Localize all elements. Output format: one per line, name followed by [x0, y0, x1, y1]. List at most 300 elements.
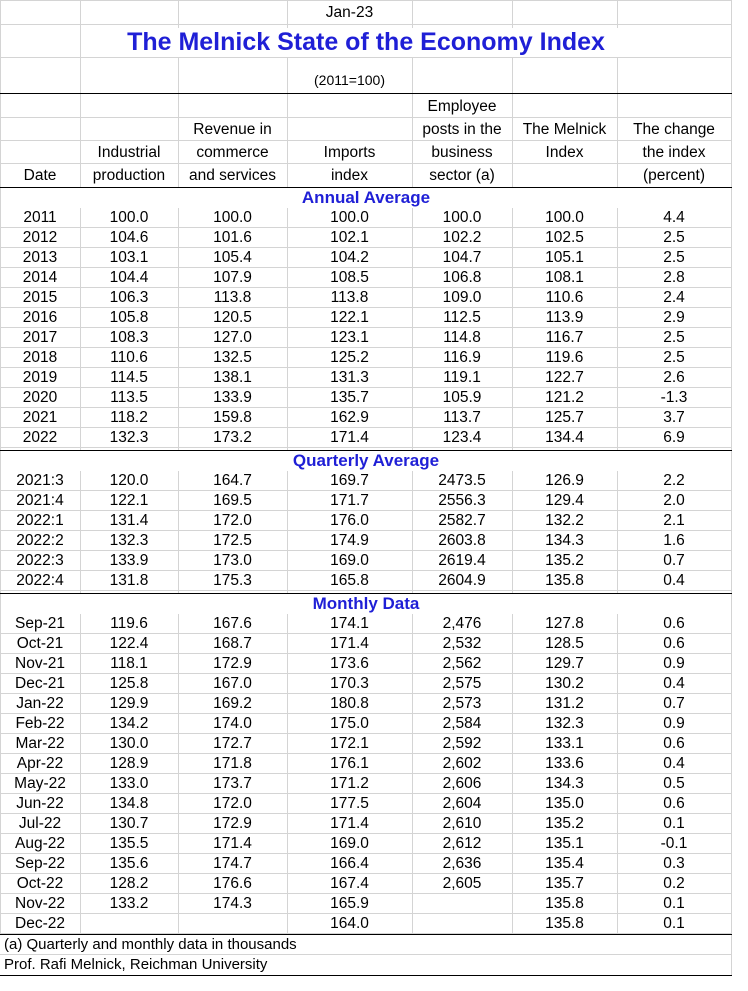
- table-cell: 164.7: [213, 472, 252, 489]
- row-date: Apr-22: [16, 755, 64, 772]
- table-cell: 110.6: [545, 289, 584, 306]
- table-cell: 127.0: [213, 329, 252, 346]
- table-cell: 100.0: [330, 209, 369, 226]
- column-header-text: production: [92, 167, 166, 184]
- table-cell: 135.8: [545, 572, 584, 589]
- table-cell: -1.3: [660, 389, 688, 406]
- row-date: 2021:4: [16, 492, 64, 509]
- row-date: 2018: [22, 349, 58, 366]
- row-date: 2022:4: [16, 572, 64, 589]
- table-cell: 167.4: [330, 875, 369, 892]
- table-cell: 101.6: [213, 229, 252, 246]
- row-date: 2021: [22, 409, 58, 426]
- table-cell: 135.8: [545, 915, 584, 932]
- row-date: 2022:1: [16, 512, 64, 529]
- table-cell: 175.0: [330, 715, 369, 732]
- table-cell: 135.7: [330, 389, 369, 406]
- table-cell: 171.4: [330, 815, 369, 832]
- table-row: [0, 914, 732, 934]
- section-rule: [0, 975, 732, 976]
- row-date: Sep-22: [15, 855, 65, 872]
- table-row: [0, 714, 732, 734]
- table-cell: 2,604: [442, 795, 482, 812]
- author-credit: Prof. Rafi Melnick, Reichman University: [4, 956, 268, 973]
- table-cell: 0.6: [663, 635, 685, 652]
- table-cell: 172.9: [213, 815, 252, 832]
- table-cell: 114.8: [443, 329, 481, 346]
- table-cell: 2473.5: [438, 472, 486, 489]
- footnote: (a) Quarterly and monthly data in thousands: [4, 936, 297, 953]
- table-cell: 2,610: [442, 815, 482, 832]
- table-cell: 126.9: [545, 472, 584, 489]
- table-cell: 133.9: [109, 552, 149, 569]
- row-date: 2014: [22, 269, 58, 286]
- column-header-text: sector (a): [429, 167, 495, 184]
- table-cell: -0.1: [660, 835, 688, 852]
- table-cell: 169.5: [213, 492, 252, 509]
- table-cell: 171.8: [213, 755, 252, 772]
- table-row: [0, 228, 732, 248]
- table-cell: 130.2: [545, 675, 584, 692]
- table-cell: 164.0: [330, 915, 369, 932]
- table-cell: 6.9: [663, 429, 685, 446]
- table-cell: 113.9: [545, 309, 584, 326]
- table-cell: [412, 894, 512, 914]
- table-cell: 119.6: [110, 615, 148, 632]
- table-cell: 174.9: [330, 532, 369, 549]
- row-date: Jun-22: [16, 795, 64, 812]
- table-cell: 2,606: [442, 775, 482, 792]
- section-title-quarterly: Quarterly Average: [292, 451, 440, 470]
- table-cell: [412, 914, 512, 934]
- table-cell: 132.5: [213, 349, 252, 366]
- table-row: [0, 491, 732, 511]
- row-date: 2021:3: [16, 472, 64, 489]
- table-cell: 138.1: [213, 369, 252, 386]
- table-cell: 172.1: [330, 735, 369, 752]
- table-cell: 2,592: [442, 735, 482, 752]
- table-cell: 125.7: [545, 409, 584, 426]
- table-cell: 1.6: [663, 532, 685, 549]
- table-cell: 130.7: [109, 815, 149, 832]
- table-cell: 122.7: [545, 369, 584, 386]
- table-cell: 169.0: [330, 552, 369, 569]
- table-cell: 172.9: [213, 655, 252, 672]
- table-cell: 176.0: [330, 512, 369, 529]
- row-date: Nov-22: [15, 895, 65, 912]
- column-header-text: Index: [545, 144, 584, 161]
- table-cell: 2,476: [442, 615, 482, 632]
- table-cell: 2.5: [663, 249, 685, 266]
- column-header-text: index: [330, 167, 369, 184]
- table-cell: 0.2: [663, 875, 685, 892]
- table-row: [0, 268, 732, 288]
- table-cell: 129.4: [545, 492, 584, 509]
- row-date: Aug-22: [15, 835, 65, 852]
- table-cell: [178, 914, 287, 934]
- table-row: [0, 408, 732, 428]
- section-title-monthly: Monthly Data: [312, 594, 420, 613]
- table-cell: 2,573: [442, 695, 482, 712]
- table-cell: 100.0: [109, 209, 149, 226]
- column-header-text: (percent): [642, 167, 706, 184]
- table-cell: 131.2: [545, 695, 584, 712]
- table-cell: 167.0: [213, 675, 252, 692]
- table-cell: 121.2: [545, 389, 584, 406]
- column-header-text: Industrial: [97, 144, 161, 161]
- table-cell: 116.7: [545, 329, 584, 346]
- table-row: [0, 774, 732, 794]
- table-cell: 128.9: [109, 755, 149, 772]
- table-cell: 175.3: [213, 572, 252, 589]
- table-cell: 2,532: [442, 635, 482, 652]
- table-row: [0, 754, 732, 774]
- table-cell: 168.7: [213, 635, 252, 652]
- table-cell: 125.8: [109, 675, 149, 692]
- table-cell: 135.0: [545, 795, 584, 812]
- table-cell: 103.1: [109, 249, 149, 266]
- table-cell: 113.7: [443, 409, 481, 426]
- table-cell: 0.1: [663, 915, 685, 932]
- table-cell: 2.4: [663, 289, 685, 306]
- table-row: [0, 614, 732, 634]
- gridline: [0, 57, 732, 58]
- table-cell: 2.2: [663, 472, 685, 489]
- table-cell: 2619.4: [438, 552, 486, 569]
- table-cell: 2.9: [663, 309, 685, 326]
- table-cell: 172.5: [213, 532, 252, 549]
- table-cell: 167.6: [213, 615, 252, 632]
- table-cell: 162.9: [330, 409, 369, 426]
- table-cell: 105.8: [109, 309, 149, 326]
- table-cell: 0.5: [663, 775, 685, 792]
- table-cell: 108.5: [330, 269, 369, 286]
- table-cell: 165.8: [330, 572, 369, 589]
- table-cell: [80, 914, 178, 934]
- table-cell: 133.1: [545, 735, 584, 752]
- table-cell: 107.9: [213, 269, 252, 286]
- table-cell: 133.6: [545, 755, 584, 772]
- table-row: [0, 328, 732, 348]
- table-row: [0, 571, 732, 591]
- table-cell: 135.2: [545, 552, 584, 569]
- row-date: 2016: [22, 309, 58, 326]
- table-row: [0, 511, 732, 531]
- table-cell: 106.8: [442, 269, 482, 286]
- table-cell: 100.0: [213, 209, 252, 226]
- table-cell: 2604.9: [438, 572, 486, 589]
- table-cell: 134.3: [545, 532, 584, 549]
- table-cell: 159.8: [213, 409, 252, 426]
- row-date: 2013: [22, 249, 58, 266]
- table-cell: 110.6: [110, 349, 148, 366]
- table-cell: 127.8: [545, 615, 584, 632]
- table-cell: 118.1: [110, 655, 148, 672]
- table-cell: 2.1: [663, 512, 685, 529]
- column-header-text: Date: [23, 167, 57, 184]
- table-cell: 104.7: [442, 249, 482, 266]
- table-cell: 104.6: [109, 229, 149, 246]
- table-row: [0, 531, 732, 551]
- table-cell: 174.1: [330, 615, 369, 632]
- table-row: [0, 734, 732, 754]
- row-date: Jul-22: [18, 815, 62, 832]
- row-date: Oct-21: [16, 635, 64, 652]
- column-header-text: the index: [642, 144, 706, 161]
- table-row: [0, 634, 732, 654]
- table-row: [0, 674, 732, 694]
- table-cell: 102.2: [442, 229, 482, 246]
- table-row: [0, 694, 732, 714]
- table-cell: 0.7: [663, 695, 685, 712]
- table-row: [0, 551, 732, 571]
- table-cell: 4.4: [663, 209, 685, 226]
- table-cell: 133.0: [109, 775, 149, 792]
- table-cell: 0.6: [663, 795, 685, 812]
- table-cell: 172.0: [213, 795, 252, 812]
- column-header-text: posts in the: [422, 121, 502, 138]
- table-cell: 132.3: [109, 429, 149, 446]
- table-cell: 174.3: [213, 895, 252, 912]
- table-cell: 2.5: [663, 329, 685, 346]
- table-row: [0, 894, 732, 914]
- row-date: Mar-22: [15, 735, 65, 752]
- table-cell: 2,612: [442, 835, 482, 852]
- table-cell: 128.2: [109, 875, 149, 892]
- report-date: Jan-23: [325, 4, 374, 21]
- row-date: Oct-22: [16, 875, 64, 892]
- table-cell: 130.0: [109, 735, 149, 752]
- table-cell: 105.9: [442, 389, 482, 406]
- table-cell: 173.6: [330, 655, 369, 672]
- table-cell: 106.3: [109, 289, 149, 306]
- table-cell: 0.6: [663, 615, 685, 632]
- table-cell: 2,575: [442, 675, 482, 692]
- table-cell: 171.7: [330, 492, 369, 509]
- table-cell: 2,636: [442, 855, 482, 872]
- table-cell: 131.3: [330, 369, 369, 386]
- table-cell: 135.2: [545, 815, 584, 832]
- table-cell: 133.2: [109, 895, 149, 912]
- table-cell: 169.2: [213, 695, 252, 712]
- table-cell: 176.1: [330, 755, 369, 772]
- row-date: 2019: [22, 369, 58, 386]
- table-cell: 171.2: [330, 775, 369, 792]
- table-cell: 174.0: [213, 715, 252, 732]
- row-date: Jan-22: [16, 695, 64, 712]
- table-cell: 135.6: [109, 855, 149, 872]
- table-cell: 166.4: [330, 855, 369, 872]
- table-cell: 2.6: [663, 369, 685, 386]
- row-date: 2015: [22, 289, 58, 306]
- table-cell: 132.3: [109, 532, 149, 549]
- table-cell: 134.4: [545, 429, 584, 446]
- table-cell: 134.8: [109, 795, 149, 812]
- column-header-text: commerce: [196, 144, 269, 161]
- table-cell: 180.8: [330, 695, 369, 712]
- table-cell: 113.8: [213, 289, 252, 306]
- table-cell: 113.5: [110, 389, 148, 406]
- table-cell: 100.0: [545, 209, 584, 226]
- table-row: [0, 471, 732, 491]
- table-cell: 176.6: [213, 875, 252, 892]
- row-date: Feb-22: [15, 715, 65, 732]
- table-cell: 122.1: [330, 309, 369, 326]
- row-date: Nov-21: [15, 655, 65, 672]
- table-row: [0, 348, 732, 368]
- gridline: [0, 24, 732, 25]
- table-cell: 132.2: [545, 512, 584, 529]
- column-header-text: Imports: [323, 144, 376, 161]
- table-cell: 0.4: [663, 675, 685, 692]
- table-cell: 171.4: [330, 635, 369, 652]
- table-cell: 174.7: [213, 855, 252, 872]
- table-cell: 2,584: [442, 715, 482, 732]
- row-date: Dec-22: [15, 915, 65, 932]
- table-row: [0, 834, 732, 854]
- section-rule: [0, 93, 732, 94]
- table-cell: 171.4: [213, 835, 252, 852]
- table-cell: 2603.8: [438, 532, 486, 549]
- table-row: [0, 428, 732, 448]
- row-date: 2012: [22, 229, 58, 246]
- table-cell: 2,602: [442, 755, 482, 772]
- table-row: [0, 854, 732, 874]
- table-cell: 0.9: [663, 655, 685, 672]
- table-cell: 128.5: [545, 635, 584, 652]
- table-cell: 104.2: [330, 249, 369, 266]
- table-cell: 2,605: [442, 875, 482, 892]
- table-cell: 0.4: [663, 755, 685, 772]
- table-cell: 120.0: [109, 472, 149, 489]
- table-cell: 131.4: [109, 512, 149, 529]
- table-cell: 177.5: [330, 795, 369, 812]
- table-cell: 0.6: [663, 735, 685, 752]
- table-cell: 3.7: [663, 409, 685, 426]
- table-cell: 133.9: [213, 389, 252, 406]
- table-cell: 170.3: [330, 675, 369, 692]
- table-cell: 2.0: [663, 492, 685, 509]
- table-cell: 135.5: [109, 835, 149, 852]
- row-date: 2017: [22, 329, 58, 346]
- table-row: [0, 308, 732, 328]
- table-cell: 108.1: [545, 269, 584, 286]
- table-row: [0, 874, 732, 894]
- table-cell: 0.4: [663, 572, 685, 589]
- table-row: [0, 388, 732, 408]
- table-cell: 0.1: [663, 815, 685, 832]
- table-cell: 169.7: [330, 472, 369, 489]
- table-cell: 2.5: [663, 349, 685, 366]
- row-date: 2022:3: [16, 552, 64, 569]
- table-row: [0, 288, 732, 308]
- row-date: Dec-21: [15, 675, 65, 692]
- table-cell: 109.0: [442, 289, 482, 306]
- row-date: May-22: [14, 775, 66, 792]
- table-cell: 118.2: [110, 409, 148, 426]
- column-header-text: and services: [188, 167, 276, 184]
- table-cell: 135.4: [545, 855, 584, 872]
- row-date: 2022: [22, 429, 58, 446]
- table-cell: 104.4: [109, 269, 149, 286]
- table-cell: 135.1: [545, 835, 584, 852]
- table-cell: 119.1: [443, 369, 481, 386]
- table-cell: 129.7: [545, 655, 584, 672]
- table-cell: 116.9: [443, 349, 481, 366]
- table-cell: 135.8: [545, 895, 584, 912]
- table-cell: 0.3: [663, 855, 685, 872]
- table-cell: 105.4: [213, 249, 252, 266]
- table-cell: 2582.7: [438, 512, 486, 529]
- column-header-text: The Melnick: [522, 121, 607, 138]
- table-cell: 2556.3: [438, 492, 486, 509]
- table-cell: 123.1: [330, 329, 369, 346]
- table-cell: 134.3: [545, 775, 584, 792]
- table-cell: 134.2: [109, 715, 149, 732]
- table-cell: 172.0: [213, 512, 252, 529]
- table-cell: 0.9: [663, 715, 685, 732]
- table-cell: 102.1: [330, 229, 369, 246]
- column-header-text: Employee: [427, 98, 497, 115]
- table-cell: 2,562: [442, 655, 482, 672]
- gridline: [0, 0, 732, 1]
- table-cell: 2.5: [663, 229, 685, 246]
- table-cell: 123.4: [442, 429, 482, 446]
- table-cell: 0.1: [663, 895, 685, 912]
- table-cell: 112.5: [443, 309, 481, 326]
- table-cell: 172.7: [213, 735, 252, 752]
- table-cell: 122.4: [109, 635, 149, 652]
- table-cell: 173.0: [213, 552, 252, 569]
- table-cell: 125.2: [330, 349, 369, 366]
- table-row: [0, 208, 732, 228]
- column-header-text: The change: [633, 121, 715, 138]
- table-cell: 0.7: [663, 552, 685, 569]
- column-header-text: business: [431, 144, 493, 161]
- table-cell: 102.5: [545, 229, 584, 246]
- table-cell: 122.1: [109, 492, 149, 509]
- table-cell: 131.8: [109, 572, 149, 589]
- table-row: [0, 814, 732, 834]
- base-year-note: (2011=100): [314, 72, 385, 88]
- table-cell: 169.0: [330, 835, 369, 852]
- section-title-annual: Annual Average: [301, 188, 431, 207]
- table-row: [0, 794, 732, 814]
- table-row: [0, 654, 732, 674]
- table-row: [0, 248, 732, 268]
- table-cell: 119.6: [545, 349, 584, 366]
- table-cell: 120.5: [213, 309, 252, 326]
- table-row: [0, 368, 732, 388]
- table-cell: 114.5: [110, 369, 148, 386]
- table-cell: 173.2: [213, 429, 252, 446]
- row-date: 2020: [22, 389, 58, 406]
- row-date: 2022:2: [16, 532, 64, 549]
- table-cell: 100.0: [442, 209, 482, 226]
- column-header-text: Revenue in: [193, 121, 272, 138]
- row-date: 2011: [23, 209, 57, 226]
- table-cell: 171.4: [330, 429, 369, 446]
- table-cell: 135.7: [545, 875, 584, 892]
- table-cell: 129.9: [109, 695, 149, 712]
- table-cell: 165.9: [330, 895, 369, 912]
- table-cell: 173.7: [213, 775, 252, 792]
- page-title: The Melnick State of the Economy Index: [127, 28, 605, 56]
- table-cell: 132.3: [545, 715, 584, 732]
- table-cell: 2.8: [663, 269, 685, 286]
- table-cell: 113.8: [330, 289, 369, 306]
- row-date: Sep-21: [15, 615, 65, 632]
